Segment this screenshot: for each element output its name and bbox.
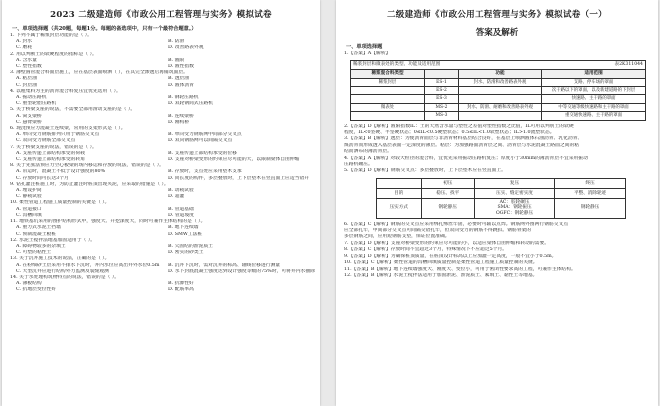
question-text: 6. 现浇预应力混凝土连续梁，常用的支架形式是（ ）。 bbox=[10, 126, 126, 132]
answer-option: B. 单向受力钢筋网中间部分交叉点 bbox=[168, 132, 242, 138]
question-text: 5. 关于桥梁支座的说法，不需要全部用滑动支座的是（ ）。 bbox=[10, 107, 136, 113]
option-row bbox=[16, 269, 320, 275]
answer-option: A. 重力式水泥土挡墙 bbox=[16, 225, 61, 231]
table-header-cell: 功能 bbox=[458, 70, 541, 79]
answer-option: C. 预制混凝土板桩 bbox=[16, 231, 57, 237]
answer-option: B. 支座传递上部结构承受的位移 bbox=[168, 150, 237, 156]
table-row bbox=[377, 198, 626, 218]
answer-line: 4.【答案】A【解析】对较大粒径的混合料，宜优先采用振动压路机复压；厚度小于30mm的薄沥青层不宜采用振动 bbox=[344, 155, 588, 161]
table-cell: 稳压、找平 bbox=[421, 188, 474, 198]
table-row bbox=[351, 112, 646, 120]
section-heading: 一、单项选择题（共20题，每题1分。每题的备选项中，只有一个最符合题意。） bbox=[12, 26, 197, 32]
answer-option: D. 改善路表外观 bbox=[168, 45, 204, 51]
table-row bbox=[351, 95, 646, 103]
answer-option: D. 同长度的构件，多层叠放时，上下层垫木在竖直面上应适当错开 bbox=[168, 175, 310, 181]
answer-option: B. 地下连续墙 bbox=[168, 225, 199, 231]
answer-option: A. 简支梁桥 bbox=[16, 113, 42, 119]
table-cell bbox=[458, 95, 541, 103]
answer-block bbox=[336, 124, 658, 175]
answer-block bbox=[336, 222, 658, 280]
answer-option: A. 吊运时，混凝土不低于设计强度的80% bbox=[16, 169, 106, 175]
table-cell: ES-2 bbox=[425, 87, 459, 95]
table-cell: 封水、防滑和改善路表外观 bbox=[458, 78, 541, 86]
answer-line: 12.【答案】B【解析】水泥土搅拌法适用于加固淤泥、淤泥质土、素填土、黏性土等地基。 bbox=[344, 272, 538, 278]
question-text: 2. 用以判断土的软硬程度的指标是（ ）。 bbox=[10, 51, 97, 57]
question-text: 10. 柔性管道工程施工质量控制的关键是（ ）。 bbox=[10, 200, 110, 206]
answer-option: C. 抗地层变位性好 bbox=[16, 287, 57, 293]
answer-line: 煤沥青而形成透入基层表面一定深度的薄层。粘层：为加强路面沥青层之间、沥青层与水泥混凝土路面之间的粘 bbox=[344, 142, 580, 148]
question-text: 13. 关于沉井施工技术的说法，正确的是（ ）。 bbox=[10, 256, 110, 262]
answer-option: C. 沟槽回填 bbox=[16, 212, 42, 218]
table-cell: 压实、缝定密实度 bbox=[474, 188, 554, 198]
answer-line: 程度，IL<0坚硬、半坚硬状态；0≤IL<0.5硬塑状态；0.5≤IL<1.0软塑状态；IL>1.0流塑状态。 bbox=[344, 130, 555, 136]
answer-option: A. 支座传递上部结构承受的荷载 bbox=[16, 150, 85, 156]
question-text: 9. 钻孔灌注桩施工时，为防止灌注时桩顶出现夹泥，应采取的措施是（ ）。 bbox=[10, 181, 169, 187]
answer-option: A. 埋设护筒 bbox=[16, 188, 42, 194]
table-cell: 微表处 bbox=[351, 103, 425, 111]
answer-line: 8.【答案】C【解析】存放时间不宜超过3个月，特殊情况下不应超过5个月。 bbox=[344, 247, 508, 253]
question-text: 8. 关于先张法预应力空心板梁的场内移运和存放的说法，错误的是（ ）。 bbox=[10, 163, 164, 169]
answer-line: 多层钢筋之间，应用短钢筋支垫，保证位置准确。 bbox=[344, 234, 450, 240]
table-header-cell: 终压 bbox=[555, 178, 626, 188]
table-cell: 快速路、主干路的罩面 bbox=[542, 95, 646, 103]
answer-option: D. 液性指数 bbox=[168, 64, 194, 70]
table-cell bbox=[351, 112, 425, 120]
answer-line: 10.【答案】C【解析】柔性管道的沟槽回填质量控制是柔性管道工程施工质量控制的关键。 bbox=[344, 260, 538, 266]
answer-option: B. 液限 bbox=[168, 57, 185, 63]
answer-option: B. 存放时，支点处应采用垫木支承 bbox=[168, 169, 242, 175]
answer-option: A. 管道接口 bbox=[16, 206, 42, 212]
answer-item: 1.【答案】A【解析】 bbox=[344, 51, 391, 56]
question-text: 14. 关于水处理构筑物特点的说法，错误的是（ ）。 bbox=[10, 274, 120, 280]
answer-option: C. 封层油 bbox=[16, 82, 37, 88]
table-cell: 目的 bbox=[377, 188, 422, 198]
answer-option: A. 粘层油 bbox=[16, 76, 37, 82]
answer-option: C. 大型沉井应进行结构外力监测及裂缝观测 bbox=[16, 268, 109, 274]
answer-option: D. 液体沥青 bbox=[168, 82, 194, 88]
table-row bbox=[351, 103, 646, 111]
answer-option: C. 存放时间可长达3个月 bbox=[16, 175, 69, 181]
option-row bbox=[16, 83, 320, 89]
table-header-cell bbox=[425, 70, 459, 79]
table-cell: 支路、停车场的罩面 bbox=[542, 78, 646, 86]
question-text: 3. 薄壁圆管混合料面层施工，应在基层表面喷洒（ ），在其完全渗透后再铺筑面层。 bbox=[10, 70, 188, 76]
table-cell: ES-3 bbox=[425, 95, 459, 103]
answer-option: C. 塑性指数 bbox=[16, 64, 42, 70]
answer-subtitle: 答案及解析 bbox=[475, 28, 519, 38]
table-cell: AC：胶轮碾压 SMA：钢轮振压 OGFC：钢轮静压 bbox=[474, 198, 554, 218]
option-row bbox=[16, 232, 320, 238]
answer-option: A. 薄板结构 bbox=[16, 281, 42, 287]
answer-option: A. 障碍物较多的杂填土 bbox=[16, 243, 66, 249]
answer-line: 压路机碾压。 bbox=[344, 162, 373, 168]
compaction-table bbox=[376, 178, 626, 219]
answer-option: B. 抗渗性好 bbox=[168, 281, 194, 287]
question-text: 4. 以粗集料为主的沥青混合料复压宜优先选用（ ）。 bbox=[10, 88, 121, 94]
option-row bbox=[16, 287, 320, 293]
answer-line: 9.【答案】D【解析】为确保桩顶质量，在桩顶设计标高以上应加灌一定高度，一般不宜小于0.5m。 bbox=[344, 253, 557, 259]
table-cell: 压实方式 bbox=[377, 198, 422, 218]
question-text: 1. 下列不属于稀浆封层功能的是（ ）。 bbox=[10, 33, 92, 38]
section-heading: 一、单项选择题 bbox=[346, 44, 383, 50]
option-row bbox=[16, 45, 320, 51]
table-cell: 钢轮静压 bbox=[555, 198, 626, 218]
question-list bbox=[2, 33, 320, 294]
answer-option: D. 超灌 bbox=[168, 194, 185, 200]
question-text: 7. 关于桥梁支座的说法，错误的是（ ）。 bbox=[10, 144, 97, 150]
table-cell bbox=[351, 95, 425, 103]
answer-option: D. 密实的砂类土 bbox=[168, 250, 204, 256]
seal-type-table bbox=[350, 60, 646, 120]
answer-option: D. SMW工法桩 bbox=[168, 231, 203, 237]
answer-option: A. 在粉细砂土层采用不排水下沉时，井内水位应高出井外水位0.5m bbox=[16, 262, 160, 268]
question-text: 12. 水泥土搅拌法地基加固适用于（ ）。 bbox=[10, 237, 96, 243]
table-header-cell: 适用范围 bbox=[542, 70, 646, 79]
table-cell: 重交通快速路、主干路的罩面 bbox=[542, 112, 646, 120]
table-cell: 中等交通等级快速路和主干路的罩面 bbox=[542, 103, 646, 111]
answer-option: D. 双轮钢筒式压路机 bbox=[168, 101, 214, 107]
table-row bbox=[351, 78, 646, 86]
exam-title: 2023 二级建造师《市政公用工程管理与实务》模拟试卷 bbox=[50, 10, 272, 20]
answer-option: C. 可塑的粘性土 bbox=[16, 250, 52, 256]
answer-option: D. 配筋率高 bbox=[168, 287, 194, 293]
answer-option: D. 管道坡度 bbox=[168, 212, 194, 218]
answer-option: B. 连续梁桥 bbox=[168, 113, 194, 119]
answer-option: B. 动载试验 bbox=[168, 188, 194, 194]
answer-option: A. 含水量 bbox=[16, 57, 37, 63]
answer-page-right bbox=[336, 0, 658, 406]
answer-option: C. 重型轮胎压路机 bbox=[16, 101, 57, 107]
table-cell: ES-1 bbox=[425, 78, 459, 86]
table-header-cell: 复压 bbox=[474, 178, 554, 188]
table-cell: 钢轮静压 bbox=[421, 198, 474, 218]
answer-line: 应全部扎牢，中间部分交叉点可间隔交错扎牢，但双向受力的钢筋不得跳扣。钢筋骨架的 bbox=[344, 228, 532, 234]
answer-option: A. 振动压路机 bbox=[16, 95, 47, 101]
answer-option: D. 水下封底混凝土强度达到设计强度等级的75%时，可将井内水抽除 bbox=[168, 268, 315, 274]
table-header-cell bbox=[377, 178, 422, 188]
answer-page-title: 二级建造师《市政公用工程管理与实务》模拟试卷（一） bbox=[386, 10, 607, 20]
answer-option: B. 钢轮压路机 bbox=[168, 95, 199, 101]
answer-line: 5.【答案】D【解析】钢筋交叉点：多层叠放时，上下层垫木应在竖直面上。 bbox=[344, 168, 506, 174]
answer-option: C. 支座传递上部结构承受的转角 bbox=[16, 157, 85, 163]
answer-line: 11.【答案】B【解析】地下连续墙强度大、刚度大、变位小，可用于密闭性要求高的工程，可兼作主体结构。 bbox=[344, 266, 576, 272]
table-cell: MS-2 bbox=[425, 103, 459, 111]
table-row bbox=[351, 87, 646, 95]
exam-page-left bbox=[2, 0, 320, 406]
answer-option: A. 单向受力钢筋排列只用于钢筋交叉点 bbox=[16, 132, 100, 138]
table-header-cell: 稀浆混合料类型 bbox=[351, 70, 425, 79]
answer-option: C. 悬臂梁桥 bbox=[16, 119, 42, 125]
answer-line: 6.【答案】C【解析】钢筋的交叉点应采用绑扎绑丝牢固，必要时可辅以点焊。钢筋网外围两行钢筋交叉点 bbox=[344, 221, 569, 227]
answer-option: A. 封水 bbox=[16, 39, 33, 45]
answer-option: B. 沉井下沉时，需对沉井的标高、轴线位移进行测量 bbox=[168, 262, 281, 268]
option-row bbox=[16, 176, 320, 182]
answer-option: B. 欠固结的淤泥质土 bbox=[168, 243, 213, 249]
question-text: 11. 地铁基坑采用的围护结构形式中，强度大、开挖深度大，同时可兼作主体结构的是（ ）。 bbox=[10, 219, 206, 225]
answer-option: B. 管道基础 bbox=[168, 206, 194, 212]
table-cell: 封水、防滑、耐磨和改善路表外观 bbox=[458, 103, 541, 111]
option-row bbox=[16, 138, 320, 144]
answer-line: 结而洒布的薄沥青层。 bbox=[344, 149, 392, 155]
answer-line: 7.【答案】D【解析】支座对桥梁变形的约束应尽可能的小，以适应梁体自由伸缩和转动的需要。 bbox=[344, 240, 550, 246]
table-cell: 平整、消除轮迹 bbox=[555, 188, 626, 198]
answer-option: C. 双向受力钢筋全部交叉点 bbox=[16, 138, 76, 144]
table-cell: 稀浆封层 bbox=[351, 78, 425, 86]
answer-option: D. 刚构桥 bbox=[168, 119, 190, 125]
answer-option: C. 磨耗 bbox=[16, 45, 33, 51]
table-cell bbox=[458, 112, 541, 120]
answer-option: D. 支座对桥梁变形的约束应尽可能的大，以限制梁体自由伸缩 bbox=[168, 157, 300, 163]
answer-line: 2.【答案】D【解析】液限指数IL：土的天然含水量与塑性之差值对塑性指数之比值，IL可用以判别土的软硬 bbox=[344, 123, 574, 129]
answer-line: 3.【答案】B【解析】透层：为使沥青面层与非沥青材料基层结合良好，在基层上喷洒液体石油沥青、乳化沥青、 bbox=[344, 136, 583, 142]
table-row bbox=[377, 188, 626, 198]
answer-option: D. 双向钢筋网可以间隔交叉点 bbox=[168, 138, 233, 144]
table-cell bbox=[458, 87, 541, 95]
table-caption: 稀浆封层和微表处的类型、功能及适用范围 bbox=[351, 61, 459, 70]
table-cell bbox=[351, 87, 425, 95]
table-code: 表2K311044 bbox=[458, 61, 645, 70]
table-cell: 次干路以下的罩面，以及新建道路的下封层 bbox=[542, 87, 646, 95]
answer-option: B. 防滑 bbox=[168, 39, 185, 45]
table-header-cell: 初压 bbox=[421, 178, 474, 188]
answer-option: B. 透层油 bbox=[168, 76, 189, 82]
answer-option: C. 静载试验 bbox=[16, 194, 42, 200]
table-cell: MS-3 bbox=[425, 112, 459, 120]
